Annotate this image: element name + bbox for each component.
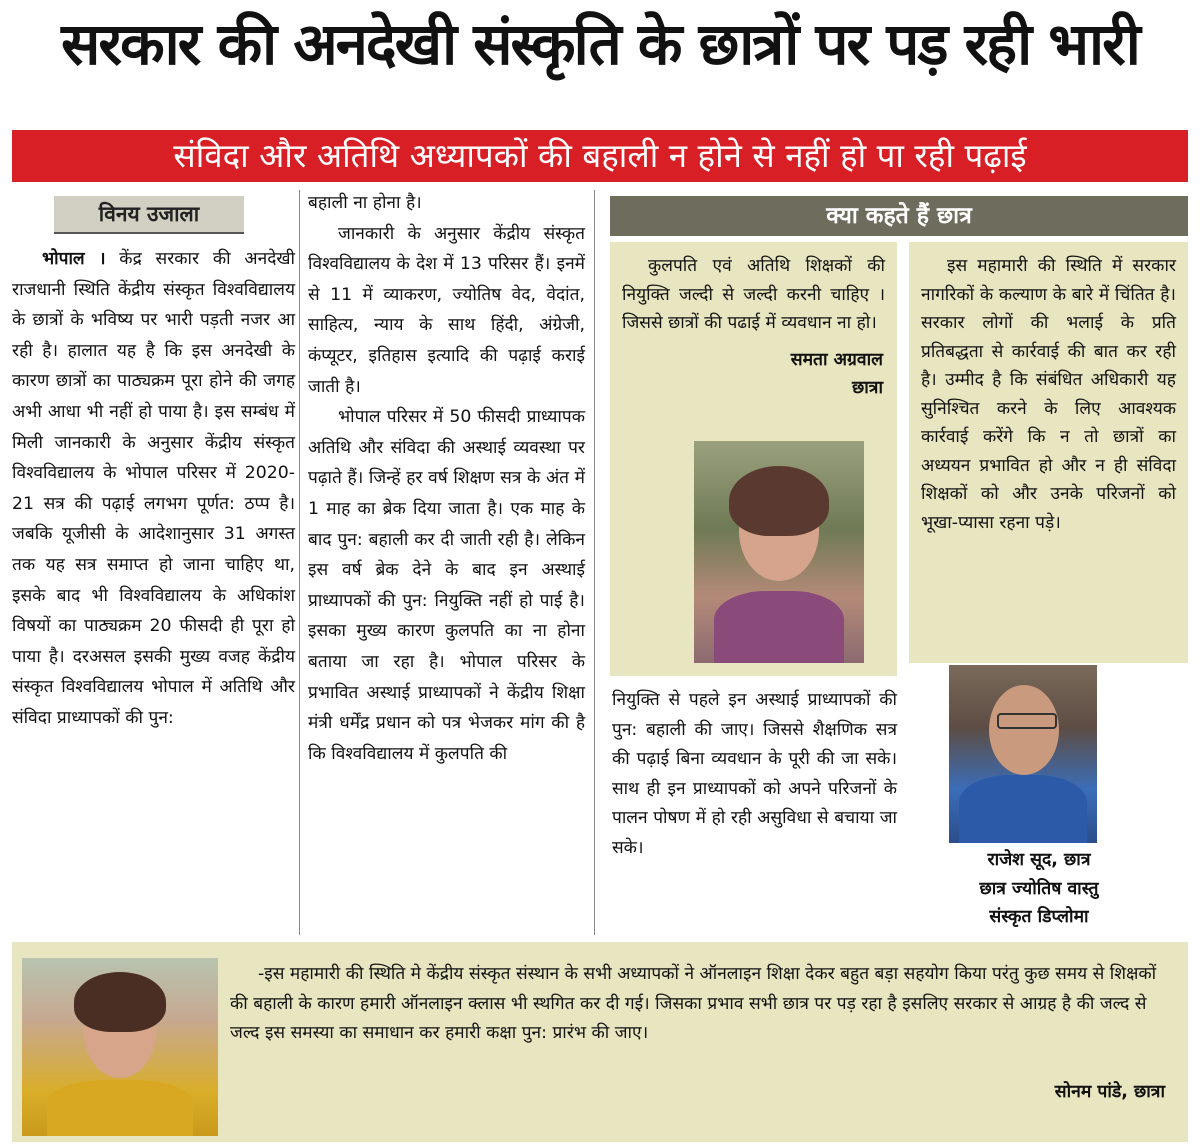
quote-panel-rajesh (909, 242, 1188, 663)
student-photo-rajesh (949, 665, 1097, 843)
byline: विनय उजाला (54, 196, 244, 234)
quote-text: -इस महामारी की स्थिति मे केंद्रीय संस्कृत संस्थान के सभी अध्यापकों ने ऑनलाइन शिक्षा देकर बहुत बड़ा सहयोग किया परंतु कुछ समय से शिक्षकों की बहाली के कारण हमारी ऑनलाइन क्लास भी स्थगित कर दी गई। जिसका प्रभाव सभी छात्र पर पड़ रहा है इसलिए सरकार से आग्रह है की जल्द से जल्द इस समस्या का समाधान कर हमारी कक्षा पुन: प्रारंभ की जाए। (230, 964, 1157, 1044)
quote-author-detail: छात्र ज्योतिष वास्तु (979, 878, 1099, 899)
quote-text: कुलपति एवं अतिथि शिक्षकों की नियुक्ति जल्दी से जल्दी करनी चाहिए ।जिससे छात्रों की पढाई में व्यवधान ना हो। (622, 256, 885, 333)
article-column-3-continued (612, 686, 897, 864)
quote-text-wrap (230, 960, 1165, 1049)
quote-author-role: छात्रा (852, 377, 883, 398)
quote-text-wrap (610, 242, 897, 338)
student-photo-sonam (22, 958, 218, 1136)
article-paragraph: नियुक्ति से पहले इन अस्थाई प्राध्यापकों की पुन: बहाली की जाए। जिससे शैक्षणिक सत्र की पढ़ाई बिना व्यवधान के पूरी की जा सके। साथ ही इन प्राध्यापकों को अपने परिजनों के पालन पोषण में हो रही असुविधा से बचाया जा सके। (612, 690, 897, 858)
quote-author-name: समता अग्रवाल (790, 349, 883, 370)
quote-text-wrap (909, 242, 1188, 537)
subheadline-banner: संविदा और अतिथि अध्यापकों की बहाली न होने से नहीं हो पा रही पढ़ाई (12, 130, 1188, 182)
article-column-2 (308, 188, 585, 769)
student-photo-samta (694, 441, 864, 663)
headline: सरकार की अनदेखी संस्कृति के छात्रों पर पड़ रही भारी (61, 10, 1139, 78)
article-paragraph: जानकारी के अनुसार केंद्रीय संस्कृत विश्वविद्यालय के देश में 13 परिसर हैं। इनमें से 11 में व्याकरण, ज्योतिष वेद, वेदांत, साहित्य, न्याय के साथ हिंदी, अंग्रेजी, कंप्यूटर, इतिहास इत्यादि की पढ़ाई कराई जाती है। (308, 223, 585, 397)
quote-author-rajesh (909, 846, 1169, 932)
column-divider (594, 190, 595, 935)
article-text: केंद्र सरकार की अनदेखी राजधानी स्थिति केंद्रीय संस्कृत विश्वविद्यालय के छात्रों के भविष्य पर भारी पड़ती नजर आ रही है। हालात यह है कि इस अनदेखी के कारण छात्रों का पाठ्यक्रम पूरा होने की जगह अभी आधा भी नहीं हो पाया है। इस सम्बंध में मिली जानकारी के अनुसार केंद्रीय संस्कृत विश्वविद्यालय के भोपाल परिसर में 2020-21 सत्र की पढ़ाई लगभग पूर्णत: ठप्प है। जबकि यूजीसी के आदेशानुसार 31 अगस्त तक यह सत्र समाप्त हो जाना चाहिए था, इसके बाद भी विश्वविद्यालय के अधिकांश विषयों का पाठ्यक्रम 20 फीसदी ही पूरा हो पाया है। दरअसल इसकी मुख्य वजह केंद्रीय संस्कृत विश्वविद्यालय भोपाल में अतिथि और संविदा प्राध्यापकों की पुन: (12, 249, 296, 728)
dateline: भोपाल । (42, 249, 106, 269)
quote-author-name: सोनम पांडे, छात्रा (1054, 1082, 1165, 1102)
article-paragraph: भोपाल परिसर में 50 फीसदी प्राध्यापक अतिथि और संविदा की अस्थाई व्यवस्था पर पढ़ाते हैं। जिन्हें हर वर्ष शिक्षण सत्र के अंत में 1 माह का ब्रेक दिया जाता है। एक माह के बाद पुन: बहाली कर दी जाती रही है। लेकिन इस वर्ष ब्रेक देने के बाद इन अस्थाई प्राध्यापकों की पुन: नियुक्ति नहीं हो पाई है। इसका मुख्य कारण कुलपति का ना होना बताया जा रहा है। भोपाल परिसर के प्रभावित अस्थाई प्राध्यापकों ने केंद्रीय शिक्षा मंत्री धर्मेंद्र प्रधान को पत्र भेजकर मांग की है कि विश्वविद्यालय में कुलपति की (308, 407, 585, 764)
quotes-section-header: क्या कहते हैं छात्र (610, 196, 1188, 236)
quote-text: इस महामारी की स्थिति में सरकार नागरिकों के कल्याण के बारे में चिंतित है। सरकार लोगों की भलाई के प्रति प्रतिबद्धता से कार्रवाई की बात कर रही है। उम्मीद है कि संबंधित अधिकारी यह सुनिश्चित करने के लिए आवश्यक कार्रवाई करेंगे कि न तो छात्रों का अध्ययन प्रभावित हो और न ही संविदा शिक्षकों को और उनके परिजनों को भूखा-प्यासा रहना पड़े। (921, 256, 1176, 533)
quote-author-detail: संस्कृत डिप्लोमा (989, 907, 1089, 927)
column-divider (299, 190, 300, 935)
article-paragraph (12, 244, 295, 734)
article-column-1 (12, 196, 295, 734)
quote-author-name: राजेश सूद, छात्र (987, 850, 1091, 870)
article-paragraph: बहाली ना होना है। (308, 193, 422, 213)
